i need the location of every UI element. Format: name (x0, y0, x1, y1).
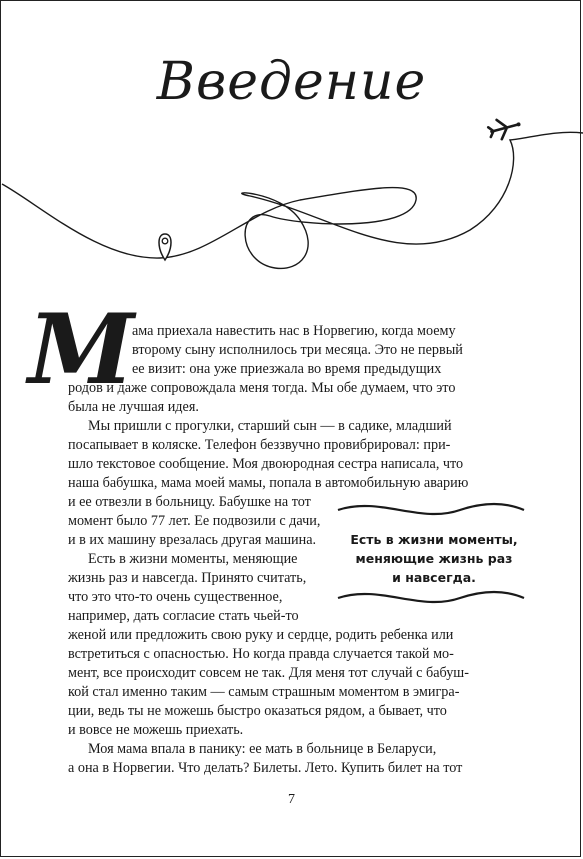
text-line: например, дать согласие стать чьей-то (68, 608, 299, 624)
paragraph-block-1 (68, 379, 488, 493)
flight-path-line (2, 132, 583, 268)
text-line: а она в Норвегии. Что делать? Билеты. Лето. Купить билет на тот (68, 760, 463, 776)
chapter-title: Введение (156, 52, 427, 112)
text-line: посапывает в коляске. Телефон беззвучно провибрировал: при- (68, 437, 451, 453)
text-line: Мы пришли с прогулки, старший сын — в садике, младший (88, 418, 452, 434)
text-line: жизнь раз и навсегда. Принято считать, (68, 570, 307, 586)
pull-quote-line: меняющие жизнь раз (355, 551, 513, 566)
text-line: второму сыну исполнилось три месяца. Это не первый (132, 342, 463, 358)
text-line: ее визит: она уже приезжала во время предыдущих (132, 361, 442, 377)
text-line: ама приехала навестить нас в Норвегию, когда моему (132, 323, 456, 339)
location-pin-icon (159, 234, 171, 260)
text-line: была не лучшая идея. (68, 399, 199, 415)
text-line: наша бабушка, мама моей мамы, попала в автомобильную аварию (68, 475, 469, 491)
paragraph-block-2 (68, 626, 488, 778)
text-line: момент было 77 лет. Ее подвозили с дачи, (68, 513, 321, 529)
text-line: Есть в жизни моменты, меняющие (88, 551, 298, 567)
text-line: ции, ведь ты не можешь быстро оказаться рядом, а бывает, что (68, 703, 447, 719)
text-line: и в их машину врезалась другая машина. (68, 532, 317, 548)
drop-cap: М (28, 293, 135, 406)
text-line: встретиться с опасностью. Но когда правда случается такой мо- (68, 646, 454, 662)
text-line: кой стал именно таким — самым страшным моментом в эмигра- (68, 684, 460, 700)
text-line: Моя мама впала в панику: ее мать в больнице в Беларуси, (88, 741, 437, 757)
text-line: родов и даже сопровождала меня тогда. Мы обе думаем, что это (68, 380, 456, 396)
text-line: мент, все происходит совсем не так. Для меня тот случай с бабуш- (68, 665, 469, 681)
airplane-icon (487, 114, 523, 142)
text-line: и вовсе не можешь приехать. (68, 722, 244, 738)
quote-top-wave (338, 504, 524, 514)
pull-quote-line: и навсегда. (392, 570, 476, 585)
quote-bottom-wave (338, 592, 524, 602)
text-line: женой или предложить свою руку и сердце, родить ребенка или (68, 627, 454, 643)
pull-quote (346, 530, 522, 587)
text-line: и ее отвезли в больницу. Бабушке на тот (68, 494, 311, 510)
text-line: шло текстовое сообщение. Моя двоюродная сестра написала, что (68, 456, 464, 472)
paragraph-top-indented (132, 322, 488, 379)
page-number: 7 (288, 792, 295, 807)
paragraph-narrow (68, 493, 330, 626)
text-line: что это что-то очень существенное, (68, 589, 283, 605)
pull-quote-line: Есть в жизни моменты, (350, 532, 518, 547)
